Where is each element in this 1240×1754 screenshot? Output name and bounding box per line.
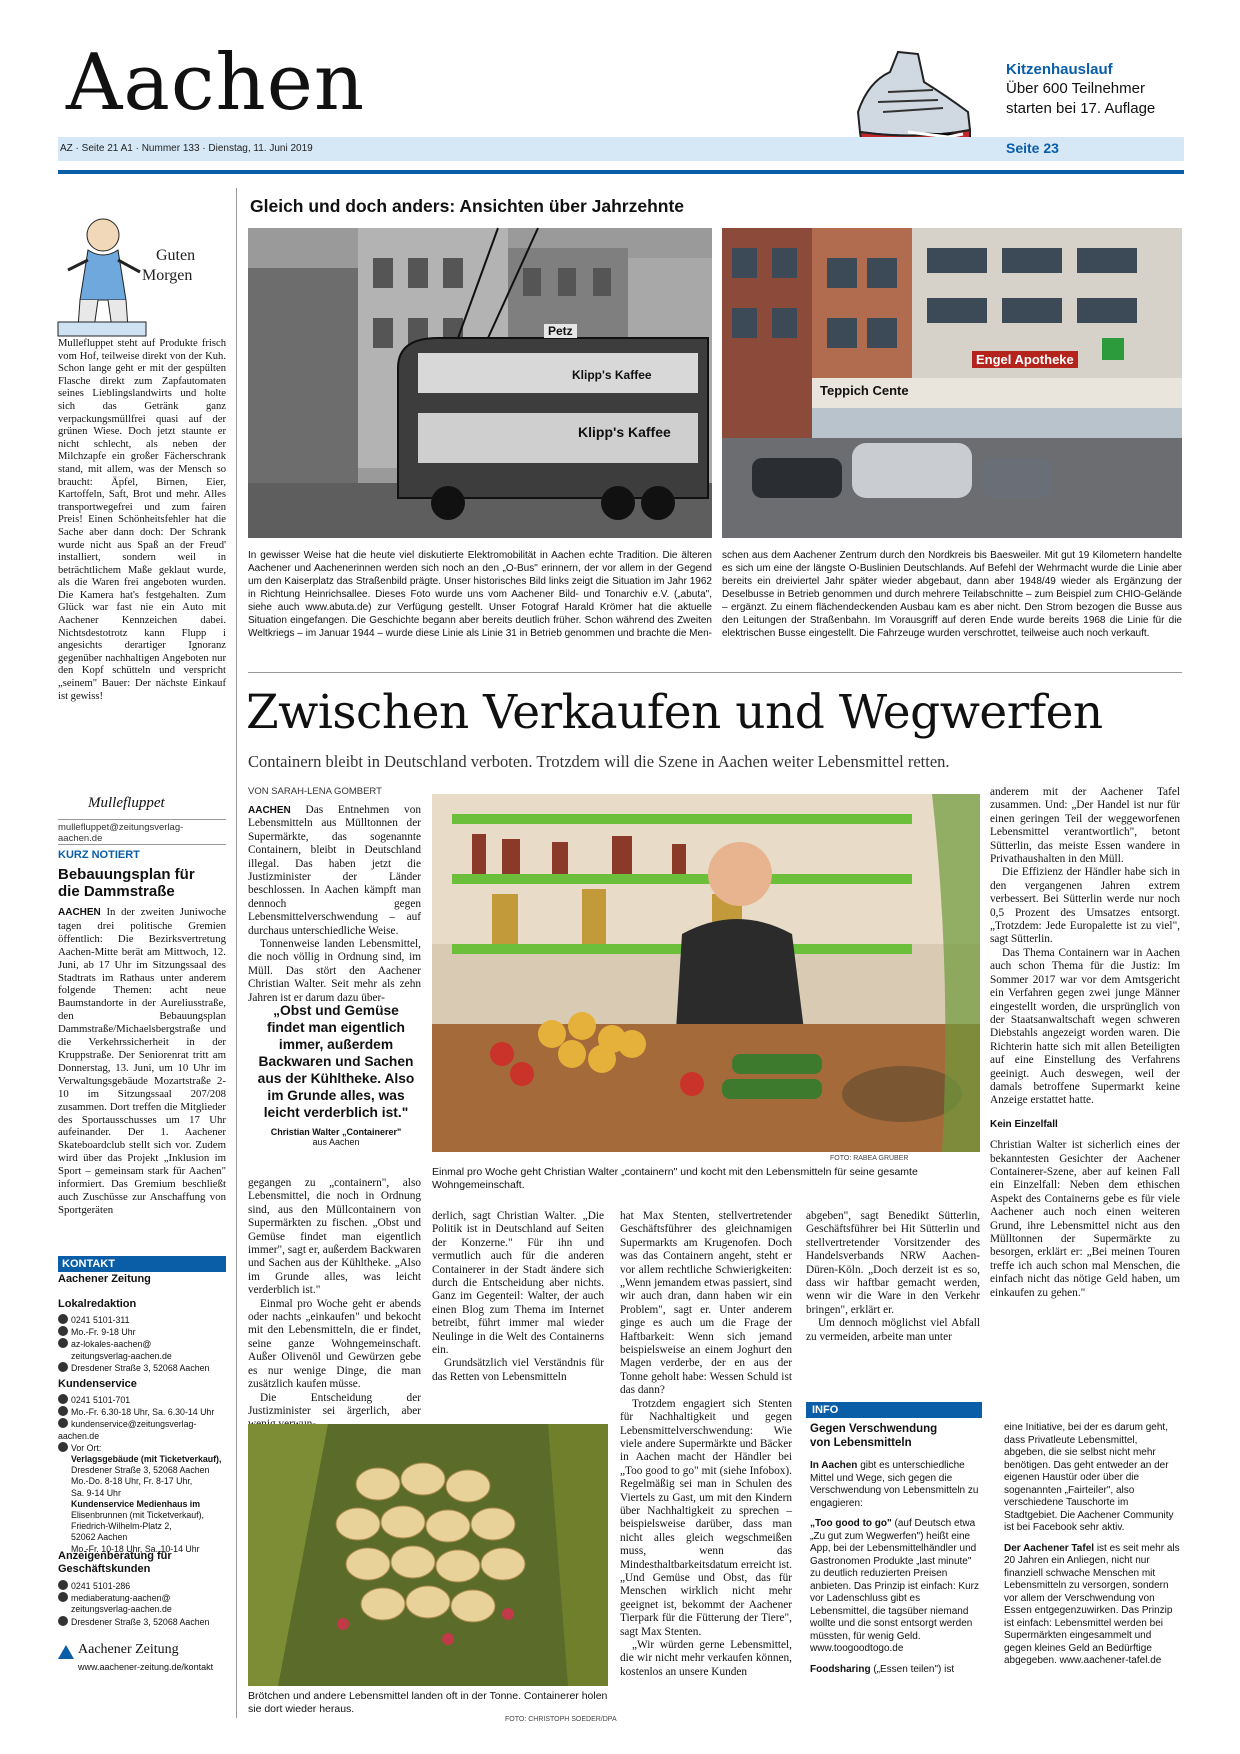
article-subheading: Kein Einzelfall	[990, 1118, 1058, 1130]
footer-brand: Aachener Zeitung	[78, 1642, 179, 1657]
masthead	[0, 0, 1240, 175]
email-link[interactable]: zeitungsverlag-aachen.de	[71, 1604, 172, 1615]
signature: Mullefluppet	[88, 795, 165, 811]
clock-icon	[58, 1406, 68, 1416]
article-paragraph: anderem mit der Aachener Tafel zusammen. Und: „Der Handel ist nur für einen geringen Teil der weggeworfenen Lebensmittel verantwortlich", betont Sütterlin, das meiste Essen wandere in Privathaushalten in den Müll.	[990, 786, 1180, 866]
email-icon	[58, 1338, 68, 1348]
masthead-rule	[58, 170, 1184, 174]
info-text: (auf Deutsch etwa „Zu gut zum Wegwerfen") heißt eine App, bei der Lebensmittelhändler und Gastronomen Produkte „last minute" zu deutlich reduzierten Preisen anbieten. Das Prinzip ist einfach: Kurz vor Ladenschluss gibt es Lebensmittel, die tagsüber niemand wollte und die sonst entsorgt werden müssten, für wenig Geld. www.toogoodtogo.de	[810, 1518, 979, 1654]
issue-line: AZ · Seite 21 A1 · Nummer 133 · Dienstag, 11. Juni 2019	[60, 143, 313, 154]
kontakt-label: KONTAKT	[58, 1256, 226, 1272]
address-line: Vor Ort:	[58, 1442, 226, 1454]
column-divider	[236, 188, 237, 1718]
article-paragraph: Das Entnehmen von Lebensmitteln aus Mülltonnen der Supermärkte, das sogenannte Containern, bleibt in Deutschland illegal. Das haben jetzt die Justizminister der Länder beschlossen. In Aachen kämpft man dennoch gegen Lebensmittelverschwendung – auf durchaus unterschiedliche Weise.	[248, 804, 421, 937]
article-paragraph: Tonnenweise landen Lebensmittel, die noch völlig in Ordnung sind, im Müll. Das stört den Aachener Christian Walter. Seit mehr als zehn Jahren ist er darum dazu über-	[248, 938, 421, 1004]
article-byline: VON SARAH-LENA GOMBERT	[248, 786, 382, 797]
phone-line[interactable]: 0241 5101-311	[58, 1314, 226, 1326]
bread-photo	[248, 1424, 608, 1686]
section-rule	[248, 672, 1182, 673]
photo-sign: Klipp's Kaffee	[578, 424, 671, 440]
kontakt-section-title: Anzeigenberatung für Geschäftskunden	[58, 1550, 172, 1575]
photo-story-text: In gewisser Weise hat die heute viel diskutierte Elektromobilität in Aachen echte Tradition. Die älteren Aachener und Aachenerinnen werden sich noch an den „O-Bus" erinnern, der vor allem in der Gegend um den Kaiserplatz das Straßenbild prägte. Unser historisches Bild links zeigt die Situation im Jahr 1962 in Richtung Heinrichsallee. Dieses Foto wurde uns vom Aachener Bild- und Tonarchiv e.V. („abuta", siehe auch www.abuta.de) zur Verfügung gestellt. Unser Fotograf Harald Krömer hat die aktuelle Situation eingefangen. Die Geschichte begann aber bereits deutlich früher. Schon während des Zweiten Weltkriegs – im Januar 1944 – wurde diese Linie als Linie 31 in Betrieb genommen und brachte die Men-	[248, 550, 712, 639]
article-paragraph: abgeben", sagt Benedikt Sütterlin, Geschäftsführer bei Hit Sütterlin und stellvertretender Vorsitzender des Handelsverbands NRW Aachen-Düren-Köln. „Doch derzeit ist es so, dass wir haftbar gemacht werden, wenn wir die Ware in den Verkehr bringen", erklärt er.	[806, 1210, 980, 1316]
hours-line: Sa. 9-14 Uhr	[71, 1487, 121, 1498]
address-line: Verlagsgebäude (mit Ticketverkauf),	[71, 1454, 222, 1465]
guten-morgen-illustration	[58, 210, 148, 340]
photo-sign: Teppich Cente	[820, 383, 909, 398]
footer-url-link[interactable]: www.aachener-zeitung.de/kontakt	[78, 1662, 214, 1672]
address-line: Dresdener Straße 3, 52068 Aachen	[71, 1465, 210, 1476]
article-paragraph: Grundsätzlich viel Verständnis für das Retten von Lebensmitteln	[432, 1357, 604, 1383]
phone-icon	[58, 1580, 68, 1590]
brief-body: In der zweiten Juniwoche tagen drei politische Gremien öffentlich: Die Bezirksvertretung Aachen-Mitte berät am Mittwoch, 12. Juni, ab 17 Uhr im Sitzungssaal des Stadtrats im Rathaus unter anderem folgende Themen: acht neue Baumstandorte in der Aureliusstraße, den Bebauungsplan Dammstraße/Michaelsbergstraße und die Verkehrssicherheit in der Kruppstraße. Der Seniorenrat tritt am Donnerstag, 13. Juni, um 10 Uhr im Verwaltungsgebäude Mozartstraße 2-10 im Sitzungssaal 207/208 zusammen. Dort treffen die Mitglieder des Sportausschusses um 17 Uhr aufeinander. Der 1. Aachener Skateboardclub stellt sich vor. Zudem wird über das Projekt „Inklusion im Sport – gemeinsam stark für Aachen" informiert. Das Gremium beschließt auch Zuschüsse zur Anschaffung von Sportgeräten	[58, 906, 226, 1216]
phone-line[interactable]: 0241 5101-701	[58, 1394, 226, 1406]
address-line: Dresdener Straße 3, 52068 Aachen	[58, 1362, 226, 1374]
guten-morgen-heading: Morgen	[142, 267, 193, 284]
current-photo	[722, 228, 1182, 538]
brief-dateline: AACHEN	[58, 907, 101, 918]
teaser-kicker: Kitzenhauslauf	[1006, 61, 1113, 78]
address-line: Kundenservice Medienhaus im	[71, 1498, 201, 1509]
clock-icon	[58, 1326, 68, 1336]
address-line: Friedrich-Wilhelm-Platz 2,	[71, 1521, 172, 1532]
location-icon	[58, 1362, 68, 1372]
az-logo-icon	[58, 1644, 74, 1658]
article-paragraph: derlich, sagt Christian Walter. „Die Politik ist in Deutschland auf Seiten der Konzerne." Für ihn und vermutlich auch für die anderen Containerer in der Stadt ändere sich durch die Entscheidung aber nichts. Ganz im Gegenteil: Walter, der auch einen Blog zum Thema im Internet betreibt, führt immer mal wieder Neulinge in die Welt des Containerns ein.	[432, 1210, 604, 1357]
info-text: ist es seit mehr als 20 Jahren ein Anliegen, nicht nur finanziell schwache Menschen mit Lebensmitteln zu versorgen, sondern vor allem der Verschwendung von Essen entgegenzuwirken. Das Prinzip ist einfach: Lebensmittel werden bei Supermärkten eingesammelt und gegen kleines Geld an Bedürftige abgegeben. www.aachener-tafel.de	[1004, 1542, 1180, 1666]
article-paragraph: Die Effizienz der Händler habe sich in den vergangenen Jahren extrem verbessert. Bei Sütterlin werde nur noch 0,5 Prozent des Umsatzes entsorgt. „Trotzdem: Jede Europalette ist zu viel", sagt Sütterlin.	[990, 866, 1180, 946]
phone-icon	[58, 1314, 68, 1324]
info-term: „Too good to go"	[810, 1518, 892, 1529]
kontakt-section-title: Lokalredaktion	[58, 1298, 137, 1310]
article-paragraph: gegangen zu „containern", also Lebensmittel, die noch in Ordnung sind, aus den Müllcontainern von Supermärkten zu fischen. „Obst und Gemüse findet man eigentlich immer", sagt er, außerdem Backwaren und Sachen aus der Kühltheke. „Also im Grunde alles, was leicht verderblich ist."	[248, 1177, 421, 1297]
photo-credit: FOTO: RABEA GRUBER	[830, 1155, 909, 1162]
article-photo	[432, 794, 980, 1152]
article-headline: Zwischen Verkaufen und Wegwerfen	[246, 685, 1103, 740]
location-icon	[58, 1442, 68, 1452]
address-line: Dresdener Straße 3, 52068 Aachen	[58, 1616, 226, 1628]
page-title: Aachen	[66, 38, 366, 128]
article-paragraph: „Wir würden gerne Lebensmittel, die wir nicht mehr verkaufen können, kostenlos an unsere Kunden	[620, 1639, 792, 1678]
info-term: Foodsharing	[810, 1663, 871, 1675]
info-term: In Aachen	[810, 1460, 858, 1471]
article-dateline: AACHEN	[248, 805, 291, 816]
photo-credit: FOTO: CHRISTOPH SOEDER/DPA	[505, 1716, 617, 1723]
article-paragraph: Einmal pro Woche geht er abends oder nachts „einkaufen" und bekocht mit den Lebensmitteln, die er findet, seine ganze Wohngemeinschaft. Außer Olivenöl und Gewürzen gebe es nur wenige Dinge, die man zusätzlich kaufen müsse.	[248, 1297, 421, 1391]
author-email-link[interactable]: mullefluppet@zeitungsverlag-aachen.de	[58, 819, 226, 844]
info-text: gibt es unterschiedliche Mittel und Wege, sich gegen die Verschwendung von Lebensmitteln zu engagieren:	[810, 1460, 979, 1509]
brief-headline: Bebauungsplan für	[58, 866, 195, 883]
article-paragraph: Christian Walter ist sicherlich eines der bekanntesten Gesichter der Aachener Containerer-Szene, aber auf keinen Fall ein Einzelfall: Neben dem ethischen Aspekt des Containerns gebe es für viele Aachener auch noch einen weiteren Grund, ihre Lebensmittel nicht aus den Mülltonnen der Supermärkte zu besorgen, erklärt er: „Bei meinen Touren treffe ich auch schon mal Menschen, die einfach nicht das nötige Geld haben, um einkaufen zu gehen."	[990, 1139, 1180, 1299]
photo-story-kicker: Gleich und doch anders: Ansichten über Jahrzehnte	[250, 196, 685, 216]
info-headline: Gegen Verschwendung	[810, 1423, 938, 1435]
article-paragraph: hat Max Stenten, stellvertretender Geschäftsführer des gleichnamigen Supermarkts am Krugenofen. Doch was das Containern angeht, steht er vor allem rechtliche Schwierigkeiten: „Wenn jemandem etwas passiert, sind wir auch dran, dann haben wir ein Problem", sagt er. Unter anderem ginge es auch um die Frage der Haftbarkeit: Wenn sich jemand beispielsweise an einem Joghurt den Magen verderbe, der en aus der Tonne geholt habe: Wessen Schuld ist das dann?	[620, 1210, 792, 1397]
quote-text: „Obst und Gemüse findet man eigentlich immer, außerdem Backwaren und Sachen aus der Kühltheke. Also im Grunde alles, was leicht verderblich ist."	[257, 1003, 415, 1120]
guten-morgen-heading: Guten	[156, 247, 196, 264]
photo-sign: Klipp's Kaffee	[572, 368, 652, 382]
teaser-page-link[interactable]: Seite 23	[1006, 140, 1059, 156]
info-text: eine Initiative, bei der es darum geht, dass Privatleute Lebensmittel, abgeben, die sie selbst nicht mehr benötigen. Das geht entweder an der eigenen Haustür oder über die sogenannten „Fairteiler", also verschiedene Tauschorte im Stadtgebiet. Die Aachener Community ist bei Facebook sehr aktiv.	[1004, 1422, 1174, 1533]
article-paragraph: Das Thema Containern war in Aachen auch schon Thema für die Justiz: Im Sommer 2017 war vor dem Amtsgericht ein Verfahren gegen zwei junge Männer eingestellt worden, die ursprünglich von der Staatsanwaltschaft wegen schweren Diebstahls angezeigt worden waren. Die Richterin hatte sich mit allen Beteiligten auf eine Einstellung des Verfahrens geeinigt. Auch deswegen, weil der damals betroffene Supermarkt keine Anzeige erstattet hatte.	[990, 946, 1180, 1107]
photo-caption: Einmal pro Woche geht Christian Walter „containern" und kocht mit den Lebensmitteln für seine gesamte Wohngemeinschaft.	[432, 1166, 918, 1191]
brief-headline: die Dammstraße	[58, 883, 175, 900]
hours-line: Mo.-Fr. 6.30-18 Uhr, Sa. 6.30-14 Uhr	[58, 1406, 226, 1418]
info-label: INFO	[806, 1402, 982, 1418]
location-icon	[58, 1616, 68, 1626]
quote-author: aus Aachen	[312, 1137, 360, 1147]
left-column	[58, 188, 226, 1718]
info-headline: von Lebensmitteln	[810, 1437, 912, 1449]
phone-icon	[58, 1394, 68, 1404]
photo-sign: Petz	[544, 324, 577, 338]
hours-line: Mo.-Fr. 10-18 Uhr, Sa. 10-14 Uhr	[71, 1543, 200, 1554]
photo-story-text: schen aus dem Aachener Zentrum durch den Nordkreis bis Baesweiler. Mit gut 19 Kilometern handelte es sich um eine der längste O-Buslinien Deutschlands. Auf Befehl der Wehrmacht wurde die Linie aber bereits ein dreiviertel Jahr später wieder abgebaut, dann aber 1948/49 wieder als Ergänzung der Deselbusse in Betrieb genommen und durch mehrere Teilabschnitte – zum Beispiel zum CHIO-Gelände – ergänzt. Zu einem flächendeckenden Ausbau kam es aber nicht. Den Strom bezogen die Busse aus den Leitungen der Straßenbahn. Im Vorausgriff auf deren Ende wurde bereits 1968 die Linie für die elektrischen Busse eingestellt. Die Fahrzeuge wurden verschrottet, teilweise auch noch verkauft.	[722, 550, 1182, 639]
guten-morgen-body: Mullefluppet steht auf Produkte frisch vom Hof, teilweise direkt von der Kuh. Schon lange geht er mit der gespülten Flasche direkt zum Zapfautomaten seines Lieblingslandwirts und holte sich das Getränk ganz verpackungsmüllfrei quasi auf der grünen Wiese. Doch jetzt staunte er nicht schlecht, als neben der Milchzapfe ein großer Fächerschrank stand, mit allem, was der Mensch so braucht: Äpfel, Birnen, Eier, Kartoffeln, Saft, Brot und mehr. Alles transportwegefrei und zum fairen Preis! Einen Schönheitsfehler hat die Sache aber dann doch: Der Schrank wurde nicht aus Spaß an der Freud' installiert, sondern weil in beträchtlichem Maße geklaut wurde, als die Waren frei angeboten wurden. Die Kamera hat's festgehalten. Zum Glück war fast nie ein Auto mit Aachener Kennzeichen dabei. Nichtsdestotrotz kann Flupp i angesichts derartiger Ignoranz gegenüber nachhaltigen Angeboten nur den Kopf schütteln und verspricht „seinem" Bauer: Der nächste Einkauf ist gewiss!	[58, 338, 226, 702]
quote-author: Christian Walter „Containerer"	[270, 1127, 402, 1137]
email-link[interactable]: kundenservice@zeitungsverlag-aachen.de	[58, 1419, 197, 1441]
article-paragraph: Um dennoch möglichst viel Abfall zu vermeiden, arbeite man unter	[806, 1317, 980, 1343]
email-link[interactable]: az-lokales-aachen@	[58, 1338, 226, 1350]
info-box	[806, 1402, 1182, 1716]
email-link[interactable]: mediaberatung-aachen@	[58, 1592, 226, 1604]
article-paragraph: Trotzdem engagiert sich Stenten für Nachhaltigkeit und gegen Lebensmittelverschwendung: Wie viele andere Supermärkte und Bäcker in Aachen macht der Händler bei „Too good to go" mit (siehe Infobox). Regelmäßig sei man in Schulen des Viertels zu Gast, um mit den Kindern über Nachhaltigkeit zu sprechen – beispielsweise darüber, dass man nicht alles gleich wegschmeißen muss, wenn das Mindesthaltbarkeitsdatum erreicht ist. „Und Gemüse und Obst, das für Menschen wirklich nicht mehr geeignet ist, bekommt der Aachener Tierpark für die Fütterung der Tiere", sagt Max Stenten.	[620, 1397, 792, 1638]
address-line: Elisenbrunnen (mit Ticketverkauf),	[71, 1510, 204, 1521]
article-paragraph: Die Entscheidung der Justizminister sei ärgerlich, aber	[248, 1391, 421, 1417]
hours-line: Mo.-Do. 8-18 Uhr, Fr. 8-17 Uhr,	[71, 1476, 193, 1487]
address-line: 52062 Aachen	[71, 1532, 128, 1543]
email-icon	[58, 1592, 68, 1602]
photo-sign: Engel Apotheke	[972, 351, 1078, 368]
hours-line: Mo.-Fr. 9-18 Uhr	[58, 1326, 226, 1338]
email-icon	[58, 1418, 68, 1428]
photo-caption: Brötchen und andere Lebensmittel landen oft in der Tonne. Containerer holen sie dort wieder heraus.	[248, 1690, 608, 1715]
article-subhead: Containern bleibt in Deutschland verboten. Trotzdem will die Szene in Aachen weiter Lebensmittel retten.	[248, 752, 950, 771]
pull-quote	[256, 1002, 416, 1147]
info-term: Der Aachener Tafel	[1004, 1542, 1095, 1554]
section-label: KURZ NOTIERT	[58, 844, 226, 861]
teaser-line: Über 600 Teilnehmer	[1006, 80, 1145, 97]
phone-line[interactable]: 0241 5101-286	[58, 1580, 226, 1592]
info-text: („Essen teilen") ist	[870, 1663, 955, 1675]
teaser-line: starten bei 17. Auflage	[1006, 100, 1156, 117]
email-link[interactable]: zeitungsverlag-aachen.de	[71, 1350, 172, 1361]
historic-photo	[248, 228, 712, 538]
kontakt-section-title: Kundenservice	[58, 1378, 137, 1390]
kontakt-paper: Aachener Zeitung	[58, 1273, 151, 1285]
